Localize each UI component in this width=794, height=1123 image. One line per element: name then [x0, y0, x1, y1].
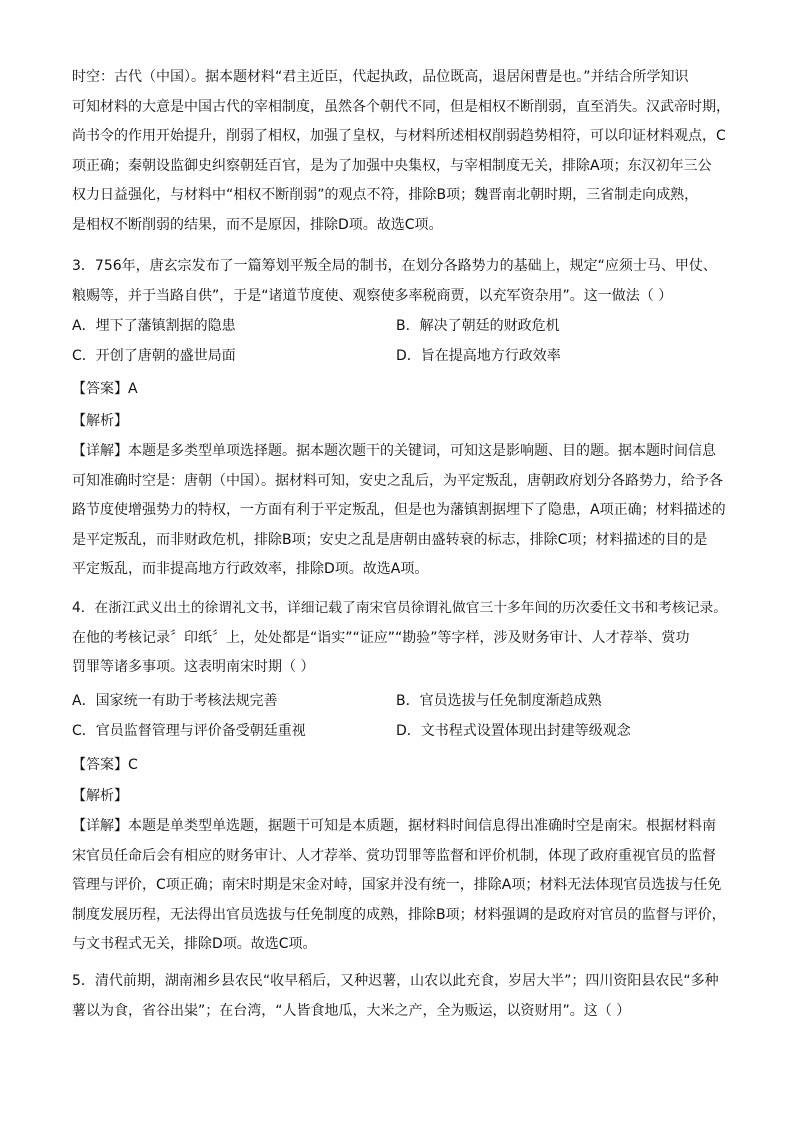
- options-row: [72, 686, 732, 716]
- option-c: C．官员监督管理与评价备受朝廷重视: [72, 723, 306, 739]
- question-4-detail: [72, 812, 732, 960]
- option-b: B．官员选拔与任免制度渐趋成熟: [396, 693, 602, 709]
- analysis-label: 【解析】: [72, 413, 128, 429]
- text-line: 可知材料的大意是中国古代的宰相制度，虽然各个朝代不同，但是相权不断削弱，直至消失。汉武帝时期，: [72, 98, 730, 115]
- text-line: 权力日益强化，与材料中“相权不断削弱”的观点不符，排除B项；魏晋南北朝时期，三省制走向成熟，: [72, 187, 699, 203]
- prev-analysis-paragraph: [72, 63, 732, 240]
- text-line: 粮赐等，并于当路自供”，于是“诸道节度使、观察使多率税商贾，以充军资杂用”。这一做法（ ）: [72, 287, 673, 304]
- text-line: 平定叛乱，而非提高地方行政效率，排除D项。故选A项。: [72, 561, 429, 577]
- text-line: 薯以为食，省谷出粜”；在台湾，“人皆食地瓜，大米之产，全为贩运，以资财用”。这（ ）: [72, 1002, 631, 1019]
- answer-label: 【答案】A: [72, 381, 138, 397]
- text-line: 罚罪等诸多事项。这表明南宋时期（ ）: [72, 659, 315, 675]
- option-a: A．埋下了藩镇割据的隐患: [72, 318, 236, 334]
- text-line: 5．清代前期，湖南湘乡县农民“收早稻后，又种迟薯，山农以此充食，岁居大半”；四川资阳县农民“多种: [72, 973, 719, 989]
- question-3-detail: [72, 437, 732, 585]
- option-d: D．文书程式设置体现出封建等级观念: [396, 723, 631, 739]
- question-3-stem: [72, 252, 732, 311]
- text-line: 是相权不断削弱的结果，而不是原因，排除D项。故选C项。: [72, 216, 443, 233]
- text-line: 管理与评价，C项正确；南宋时期是宋金对峙，国家并没有统一，排除A项；材料无法体现官员选拔与任免: [72, 877, 722, 893]
- text-line: 在他的考核记录〞印纸〞上，处处都是“诣实”“证应”“勘验”等字样，涉及财务审计、人才荐举、赏功: [72, 629, 690, 646]
- question-4-options: [72, 686, 732, 746]
- text-line: 时空：古代（中国）。据本题材料“君主近臣，代起执政，品位既高，退居闲曹是也。”并结合所学知识: [72, 69, 689, 85]
- text-line: 与文书程式无关，排除D项。故选C项。: [72, 936, 317, 952]
- options-row: [72, 341, 732, 371]
- option-c: C．开创了唐朝的盛世局面: [72, 348, 236, 364]
- text-line: 项正确；秦朝设监御史纠察朝廷百官，是为了加强中央集权，与宰相制度无关，排除A项；东汉初年三公: [72, 157, 712, 174]
- text-line: 是平定叛乱，而非财政危机，排除B项；安史之乱是唐朝由盛转衰的标志，排除C项；材料描述的目的是: [72, 531, 708, 548]
- text-line: 4．在浙江武义出土的徐谓礼文书，详细记载了南宋官员徐谓礼做官三十多年间的历次委任文书和考核记录。: [72, 600, 728, 616]
- text-line: 路节度使增强势力的特权，一方面有利于平定叛乱，但是也为藩镇割据埋下了隐患，A项正确；材料描述的: [72, 502, 726, 518]
- options-row: [72, 311, 732, 341]
- option-d: D．旨在提高地方行政效率: [396, 348, 561, 364]
- answer-label: 【答案】C: [72, 757, 138, 773]
- question-4-stem: [72, 594, 732, 683]
- text-line: 【详解】本题是单类型单选题，据题干可知是本质题，据材料时间信息得出准确时空是南宋。根据材料南: [72, 818, 716, 834]
- text-line: 尚书令的作用开始提升，削弱了相权，加强了皇权，与材料所述相权削弱趋势相符，可以印证材料观点，C: [72, 128, 726, 144]
- text-line: 【详解】本题是多类型单项选择题。据本题次题干的关键词，可知这是影响题、目的题。据本题时间信息: [72, 443, 716, 459]
- option-b: B．解决了朝廷的财政危机: [396, 318, 560, 334]
- question-5-stem: [72, 967, 732, 1026]
- question-3-options: [72, 311, 732, 371]
- analysis-label: 【解析】: [72, 788, 128, 804]
- text-line: 3．756年，唐玄宗发布了一篇筹划平叛全局的制书，在划分各路势力的基础上，规定“应须士马、甲仗、: [72, 258, 717, 274]
- text-line: 制度发展历程，无法得出官员选拔与任免制度的成熟，排除B项；材料强调的是政府对官员的监督与评价，: [72, 906, 726, 923]
- text-line: 宋官员任命后会有相应的财务审计、人才荐举、赏功罚罪等监督和评价机制，体现了政府重视官员的监督: [72, 847, 716, 864]
- text-line: 可知准确时空是：唐朝（中国）。据材料可知，安史之乱后，为平定叛乱，唐朝政府划分各路势力，给予各: [72, 472, 723, 489]
- option-a: A．国家统一有助于考核法规完善: [72, 693, 278, 709]
- options-row: [72, 716, 732, 746]
